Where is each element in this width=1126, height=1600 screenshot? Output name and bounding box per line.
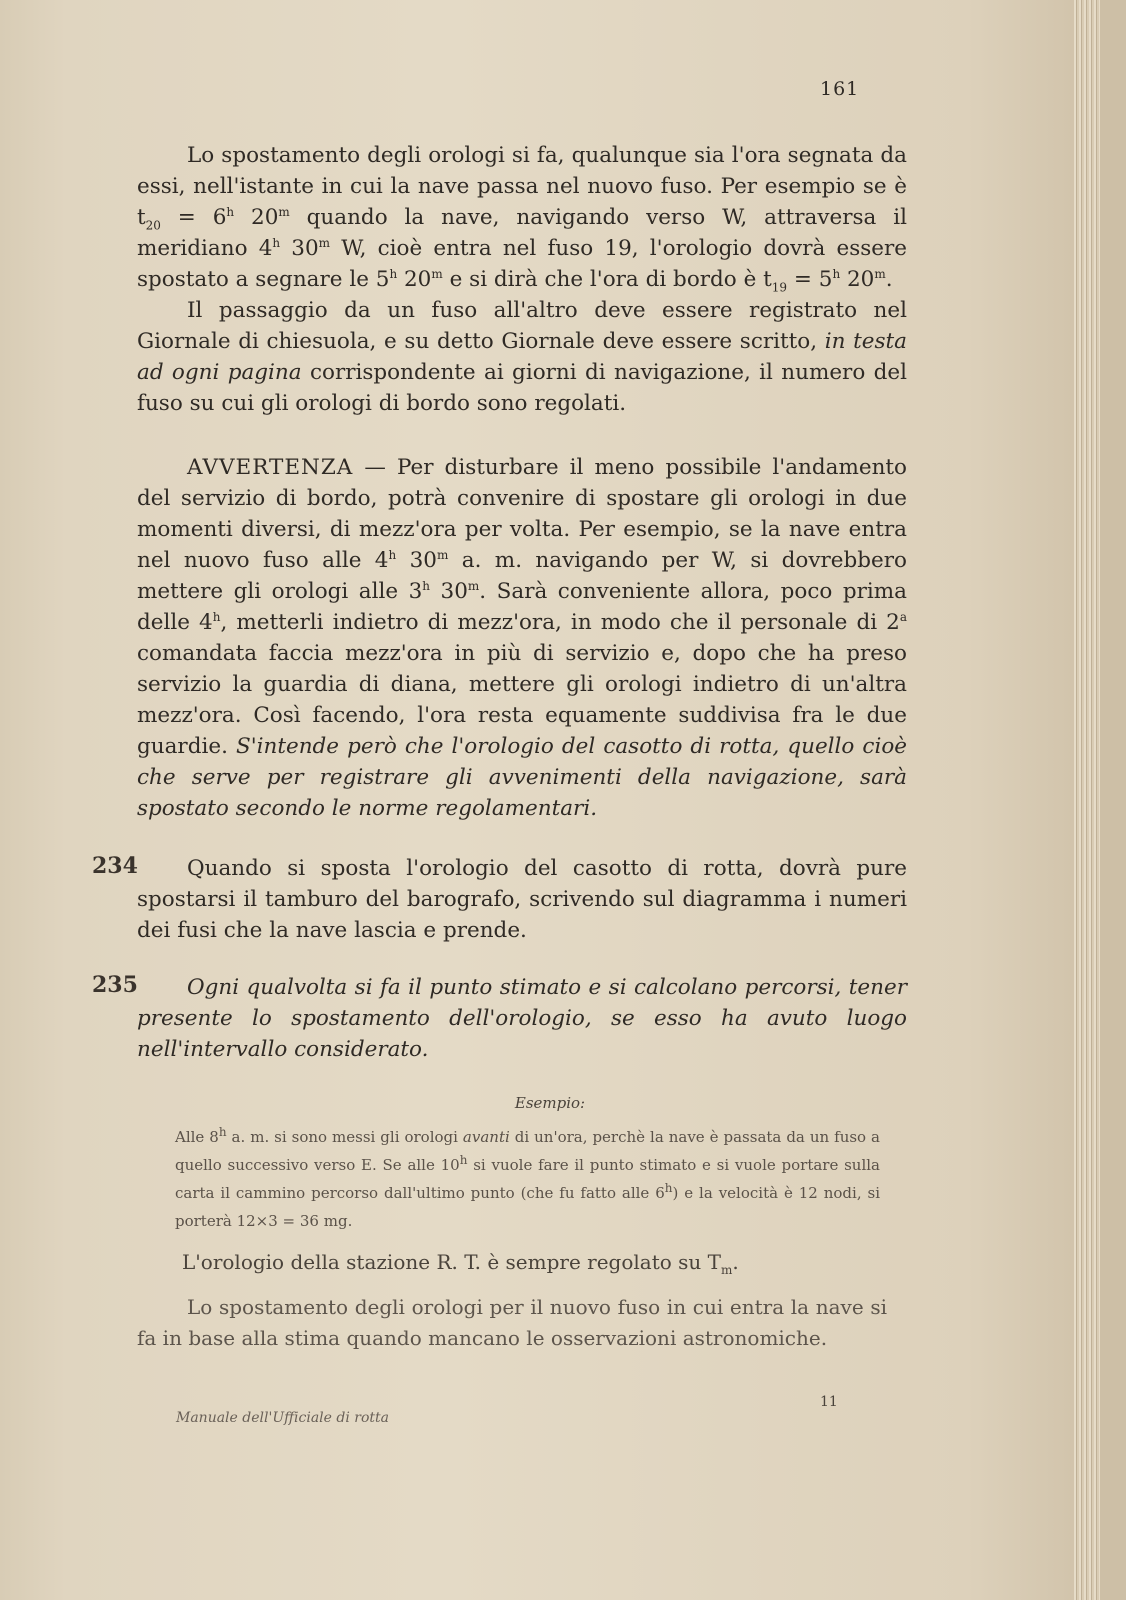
radio-station-note: L'orologio della stazione R. T. è sempre regolato su $T_m$. [182, 1250, 739, 1277]
avvertenza-heading: AVVERTENZA [187, 455, 354, 480]
section-235-text: Ogni qualvolta si fa il punto stimato e si calcolano percorsi, tener presente lo spostamento dell'orologio, se esso ha avuto luogo nell'intervallo considerato. [137, 975, 907, 1062]
paragraph-avvertenza: AVVERTENZA — Per disturbare il meno possibile l'andamento del servizio di bordo, potrà convenire di spostare gli orologi in due momenti diversi, di mezz'ora per volta. Per esempio, se la nave entra nel nuovo fuso alle 4$^h$ 30$^m$ a. m. navigando per W, si dovrebbero mettere gli orologi alle 3$^h$ 30$^m$. Sarà conveniente allora, poco prima delle 4$^h$, metterli indietro di mezz'ora, in modo che il personale di 2$^a$ comandata faccia mezz'ora in più di servizio e, dopo che ha preso servizio la guardia di diana, mettere gli orologi indietro di un'altra mezz'ora. Così facendo, l'ora resta equamente suddivisa fra le due guardie. S'intende però che l'orologio del casotto di rotta, quello cioè che serve per registrare gli avvenimenti della navigazione, sarà spostato secondo le norme regolamentari. [137, 455, 907, 821]
example-title: Esempio: [514, 1094, 586, 1112]
footer-book-title: Manuale dell'Ufficiale di rotta [176, 1410, 390, 1426]
paragraph-logbook: Il passaggio da un fuso all'altro deve essere registrato nel Giornale di chiesuola, e su detto Giornale deve essere scritto, in testa ad ogni pagina corrispondente ai giorni di navigazione, il numero del fuso su cui gli orologi di bordo sono regolati. [137, 298, 907, 416]
page-edge-stack [1074, 0, 1100, 1600]
section-234-text: Quando si sposta l'orologio del casotto di rotta, dovrà pure spostarsi il tamburo del barografo, scrivendo sul diagramma i numeri dei fusi che la nave lascia e prende. [137, 856, 907, 943]
page-number: 161 [820, 78, 860, 100]
footer-signature-number: 11 [820, 1394, 838, 1410]
example-text: Alle 8$^h$ a. m. si sono messi gli orologi avanti di un'ora, perchè la nave è passata da un fuso a quello successivo verso E. Se alle 10$^h$ si vuole fare il punto stimato e si vuole portare sulla carta il cammino percorso dall'ultimo punto (che fu fatto alle 6$^h$) e la velocità è 12 nodi, si porterà 12×3 = 36 mg. [175, 1125, 881, 1230]
paragraph-clock-shift: Lo spostamento degli orologi si fa, qualunque sia l'ora segnata da essi, nell'istante in cui la nave passa nel nuovo fuso. Per esempio se è $t_{20} = 6^h$ 20$^m$ quando la nave, navigando verso W, attraversa il meridiano 4$^h$ 30$^m$ W, cioè entra nel fuso 19, l'orologio dovrà essere spostato a segnare le 5$^h$ 20$^m$ e si dirà che l'ora di bordo è $t_{19} = 5^h$ 20$^m$. Il passaggio da un fuso all'altro deve essere registrato nel Giornale di chiesuola, e su detto Giornale deve essere scritto, in testa ad ogni pagina corrispondente ai giorni di navigazione, il numero del fuso su cui gli orologi di bordo sono regolati. [137, 140, 907, 419]
section-number-234: 234 [92, 853, 138, 879]
section-number-235: 235 [92, 972, 138, 998]
estimate-paragraph: Lo spostamento degli orologi per il nuovo fuso in cui entra la nave si fa in base alla stima quando mancano le osservazioni astronomiche. [137, 1295, 887, 1350]
